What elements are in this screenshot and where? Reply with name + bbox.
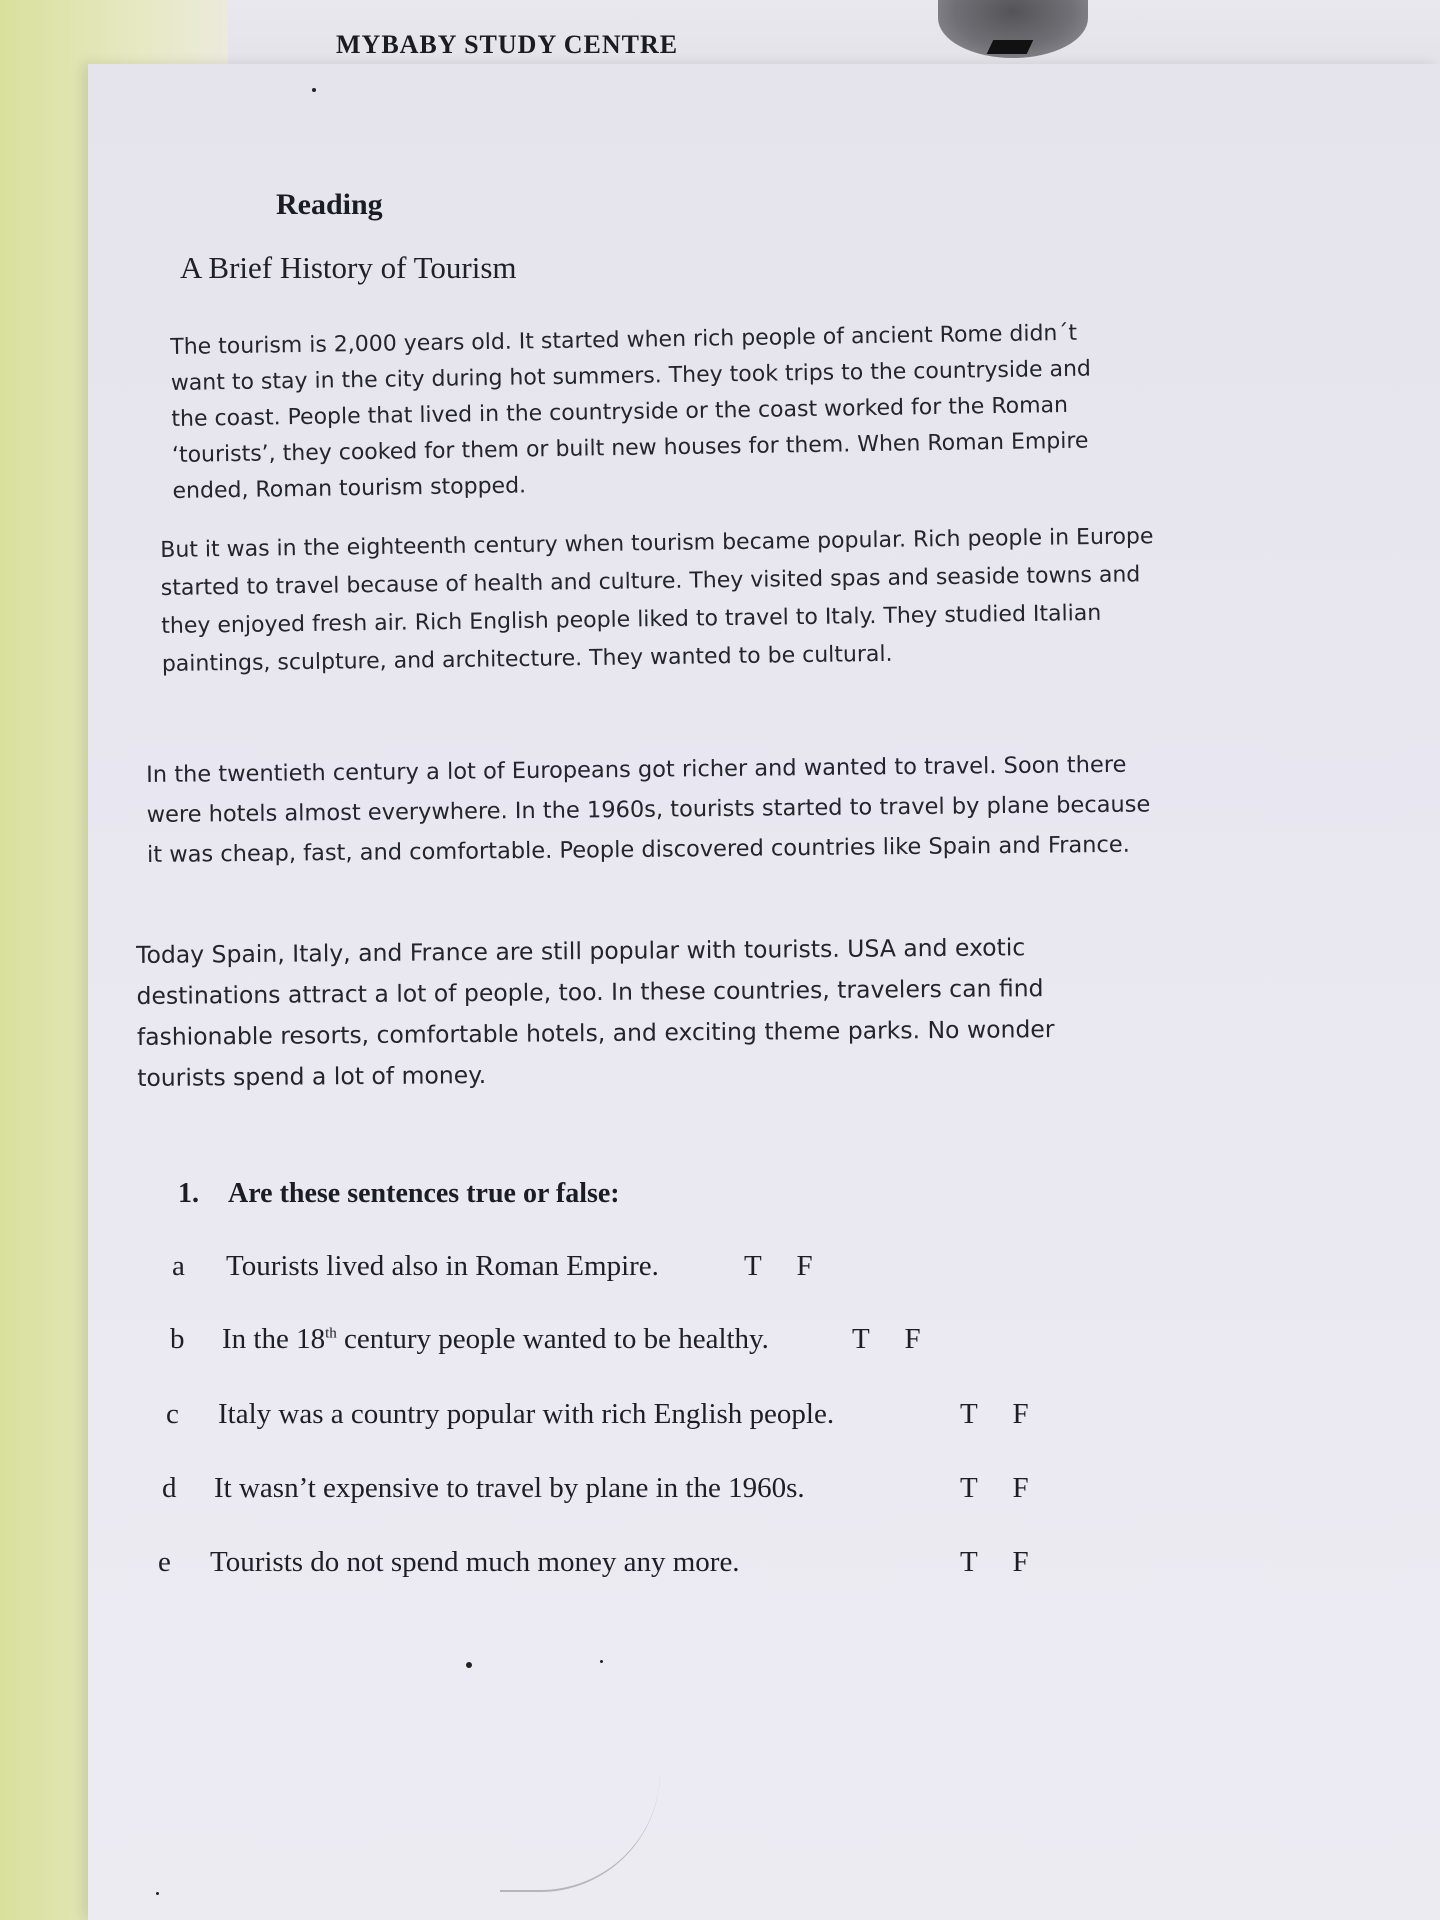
true-false-options[interactable]: T F	[852, 1323, 935, 1355]
paragraph-4: Today Spain, Italy, and France are still popular with tourists. USA and exotic destinations attract a lot of people, too. In these countries, travelers can find fashionable resorts, comfortable hotels, and exciting theme parks. No wonder tourists spend a lot of money.	[136, 933, 1055, 1092]
exercise-number: 1.	[178, 1178, 199, 1209]
exercise-heading	[178, 1178, 620, 1210]
question-text: Italy was a country popular with rich English people.	[218, 1398, 835, 1430]
speck	[600, 1660, 603, 1663]
document-title: A Brief History of Tourism	[180, 250, 517, 285]
true-false-options[interactable]: T F	[744, 1250, 827, 1282]
paragraph-3: In the twentieth century a lot of Europeans got richer and wanted to travel. Soon there were hotels almost everywhere. In the 1960s, tourists started to travel by plane because it was cheap, fast, and comfortable. People discovered countries like Spain and France.	[146, 751, 1151, 868]
question-text: Tourists do not spend much money any more.	[210, 1546, 740, 1578]
logo-mark-icon	[987, 40, 1034, 54]
question-letter: e	[158, 1546, 171, 1578]
exercise-heading-text: Are these sentences true or false:	[228, 1178, 620, 1209]
question-text	[222, 1323, 769, 1356]
question-text-part: century people wanted to be healthy.	[336, 1323, 769, 1355]
question-letter: d	[162, 1472, 177, 1504]
paragraph-2: But it was in the eighteenth century when tourism became popular. Rich people in Europe started to travel because of health and culture. They visited spas and seaside towns and they enjoyed fresh air. Rich English people liked to travel to Italy. They studied Italian paintings, sculpture, and architecture. They wanted to be cultural.	[160, 524, 1154, 677]
question-letter: c	[166, 1398, 179, 1430]
paragraph-1: The tourism is 2,000 years old. It started when rich people of ancient Rome didn´t want to stay in the city during hot summers. They took trips to the countryside and the coast. People that lived in the countryside or the coast worked for the Roman ‘tourists’, they cooked for them or built new houses for them. When Roman Empire ended, Roman tourism stopped.	[170, 320, 1092, 504]
speck	[156, 1892, 159, 1895]
superscript: th	[325, 1325, 337, 1342]
true-false-options[interactable]: T F	[960, 1398, 1043, 1430]
header-title: MYBABY STUDY CENTRE	[336, 30, 679, 59]
speck	[312, 88, 316, 92]
section-heading: Reading	[276, 188, 383, 221]
question-text-part: In the 18	[222, 1323, 326, 1355]
question-letter: a	[172, 1250, 185, 1282]
question-letter: b	[170, 1323, 185, 1355]
speck	[466, 1662, 472, 1668]
true-false-options[interactable]: T F	[960, 1472, 1043, 1504]
question-text: It wasn’t expensive to travel by plane in the 1960s.	[214, 1472, 805, 1504]
question-text: Tourists lived also in Roman Empire.	[226, 1250, 659, 1282]
true-false-options[interactable]: T F	[960, 1546, 1043, 1578]
